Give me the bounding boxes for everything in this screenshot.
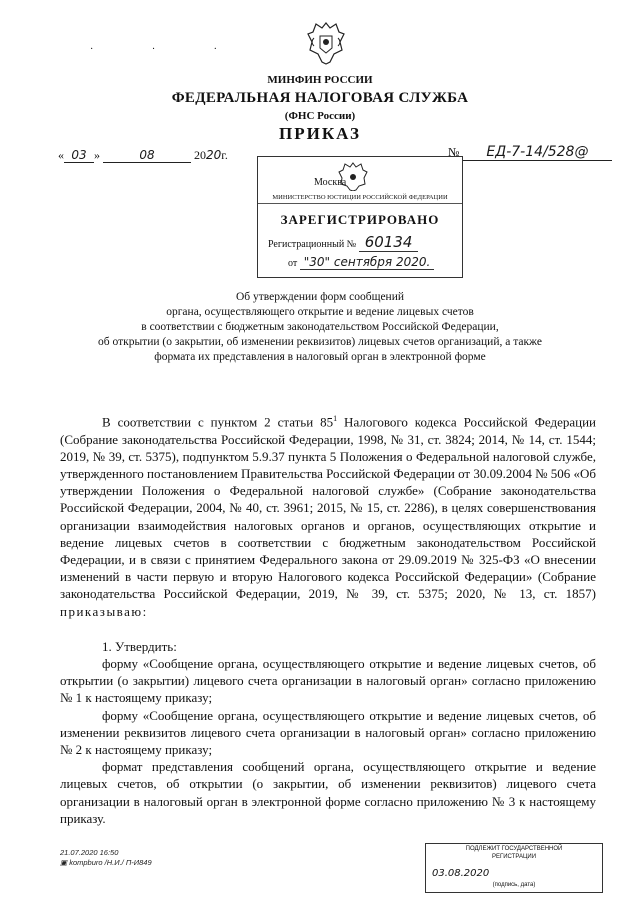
number-value: ЕД-7-14/528@ [462,144,612,161]
stamp-date-prefix: от [288,258,298,269]
stamp-reg-number: 60134 [359,233,419,252]
footer-path-row [60,858,152,868]
title-line: формата их представления в налоговый орган в электронной форме [154,351,486,363]
stamp-reg-date-row [288,255,434,269]
russian-coat-of-arms-icon [306,20,346,66]
service-short-name: (ФНС России) [284,110,356,122]
stamp-reg-number-row [268,233,418,251]
print-footer [60,848,152,868]
date-open-quote: « [58,148,64,162]
preamble-intro: В соответствии с пунктом 2 статьи 85 [102,414,334,430]
title-line: органа, осуществляющего открытие и ведение лицевых счетов [166,306,474,318]
order-body [60,410,596,827]
footer-path: kompburo /Н.И./ П-И849 [69,858,152,867]
registration-stamp [257,156,463,278]
ministry-name: МИНФИН РОССИИ [267,74,373,86]
stamp-registered: ЗАРЕГИСТРИРОВАНО [280,212,440,227]
stamp-reg-date: "30" сентября 2020. [300,255,435,270]
preamble-paragraph [60,410,596,620]
bottom-stamp-line1: ПОДЛЕЖИТ ГОСУДАРСТВЕННОЙ [465,846,563,852]
date-year-mark: г. [221,148,228,162]
order-title [50,290,590,365]
stamp-city: Москва [314,177,347,188]
footer-timestamp: 21.07.2020 16:50 [60,848,119,857]
title-line: об открытии (о закрытии, об изменении реквизитов) лицевых счетов организаций, а также [98,336,542,348]
form-2-paragraph: форму «Сообщение органа, осуществляющего открытие и ведение лицевых счетов, об изменении реквизитов лицевого счета организации в налоговый орган» согласно приложению № 2 к настоящему приказу; [60,707,596,757]
bottom-stamp-line4: (подпись, дата) [492,882,536,888]
title-line: в соответствии с бюджетным законодательством Российской Федерации, [141,321,499,333]
format-paragraph: формат представления сообщений органа, осуществляющего открытие и ведение лицевых счетов, об открытии (о закрытии, об изменении реквизитов) лицевого счета организации в налоговый орган в электронной форме согласно приложению № 3 к настоящему приказу. [60,759,596,826]
item-1-heading: 1. Утвердить: [102,638,177,654]
date-day: 03 [64,148,94,163]
preamble-text: Налогового кодекса Российской Федерации (Собрание законодательства Российской Федерации, 1998, № 31, ст. 3824; 2014, № 14, ст. 1544; 2019, № 39, ст. 5375), подпунктом 5.9.37 пункта 5 Положения о Федеральной налоговой службе, утвержденного постановлением Правительства Российской Федерации от 30.09.2004 № 506 «Об утверждении Положения о Федеральной налоговой службе» (Собрание законодательства Российской Федерации, 2004, № 40, ст. 3961; 2015, № 15, ст. 2286), в целях совершенствования организации взаимодействия налоговых органов и органов, осуществляющих открытие и ведение лицевых счетов в соответствии с бюджетным законодательством Российской Федерации, и в связи с принятием Федерального закона от 29.09.2019 № 325-ФЗ «О внесении изменений в части первую и вторую Налогового кодекса Российской Федерации» (Собрание законодательства Российской Федерации, 2019, № 39, ст. 5375; 2020, № 13, ст. 1857) [60,414,596,602]
bottom-stamp-date: 03.08.2020 [432,868,490,879]
bottom-stamp-line2: РЕГИСТРАЦИИ [491,854,537,860]
date-year-suffix: 20 [206,148,222,162]
preamble-verb: приказываю: [60,603,148,619]
service-name: ФЕДЕРАЛЬНАЯ НАЛОГОВАЯ СЛУЖБА [171,90,469,106]
document-type: ПРИКАЗ [279,124,361,143]
form-1-paragraph: форму «Сообщение органа, осуществляющего открытие и ведение лицевых счетов, об открытии (о закрытии) лицевого счета организации в налоговый орган» согласно приложению № 1 к настоящему приказу; [60,655,596,706]
registration-required-stamp [425,843,603,893]
number-sign: № [448,145,460,159]
floppy-disk-icon: ▣ [60,858,68,867]
title-line: Об утверждении форм сообщений [235,291,405,303]
stamp-ministry: МИНИСТЕРСТВО ЮСТИЦИИ РОССИЙСКОЙ ФЕДЕРАЦИИ [258,194,462,204]
article-superscript: 1 [333,414,338,423]
scan-specks: · · · [90,44,245,55]
date-year-prefix: 20 [194,148,206,162]
order-number [448,144,628,164]
date-close-quote: » [94,148,100,162]
date-month: 08 [103,148,191,163]
stamp-reg-label: Регистрационный № [268,239,357,250]
order-date [58,148,278,166]
